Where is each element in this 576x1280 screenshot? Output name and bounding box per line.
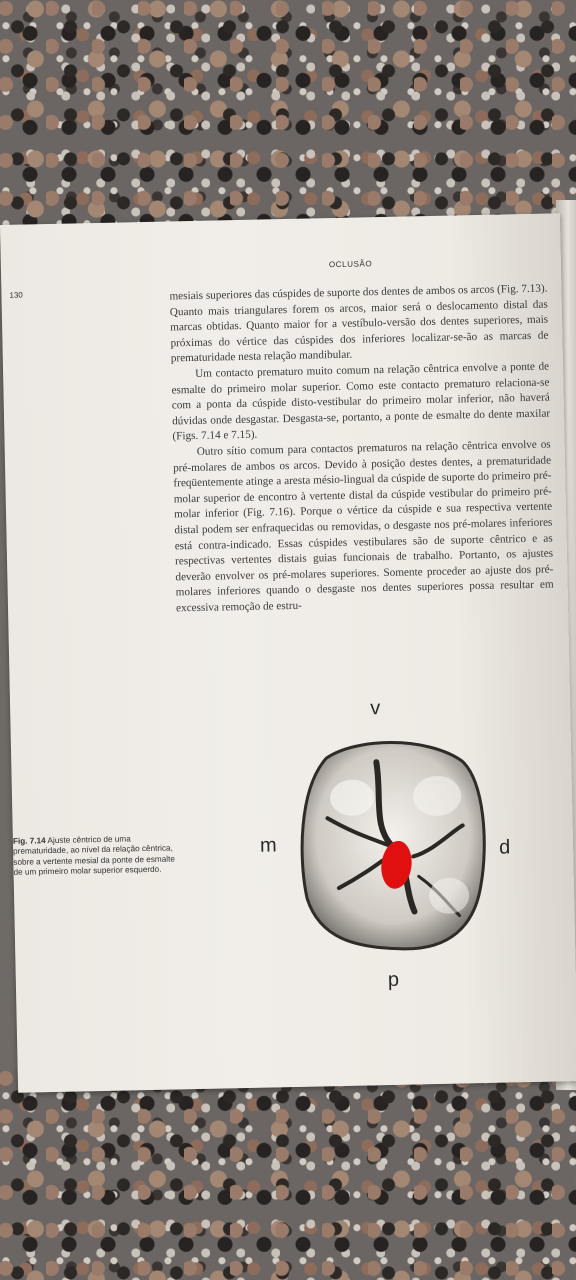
paragraph: Um contacto prematuro muito comum na relação cêntrica envolve a ponte de esmalte do primeiro molar superior. Como este contacto prematuro relaciona-se com a ponta da cúspide disto-vestibular do primeiro molar inferior, não haverá dúvidas onde desgastar. Desgasta-se, portanto, a ponte de esmalte do dente maxilar (Figs. 7.14 e 7.15). <box>171 360 551 443</box>
figure-caption <box>13 833 186 878</box>
label-distal: d <box>498 836 511 859</box>
running-head: OCLUSÃO <box>328 259 373 270</box>
granite-background-bottom <box>0 1070 576 1280</box>
book-page <box>0 213 576 1093</box>
figure-caption-text: Ajuste cêntrico de uma prematuridade, ao nível da relação cêntrica, sobre a vertente mesial da ponte de esmalte de um primeiro molar superior esquerdo. <box>13 834 175 878</box>
page-number: 130 <box>9 290 23 300</box>
figure-caption-label: Fig. 7.14 <box>12 836 46 846</box>
label-mesial: m <box>259 834 277 857</box>
molar-occlusal-illustration <box>296 735 491 959</box>
label-vestibular: v <box>369 697 381 720</box>
paragraph: mesiais superiores das cúspides de suporte dos dentes de ambos os arcos (Fig. 7.13). Quanto mais triangulares forem os arcos, maior será o deslocamento distal das marcas obtidas. Quanto maior for a vestíbulo-versão dos dentes superiores, mais próximas do vértice das cúspides dos inferiores localizar-se-ão as marcas de prematuridade nesta relação mandibular. <box>169 282 549 365</box>
paragraph: Outro sítio comum para contactos prematuros na relação cêntrica envolve os pré-molares de ambos os arcos. Devido à posição destes dentes, a prematuridade freqüentemente atinge a aresta mésio-lingual da cúspide de suporte do primeiro pré-molar superior de encontro à vertente distal da cúspide vestibular do primeiro pré-molar inferior (Fig. 7.16). Porque o vértice da cúspide e sua respectiva vertente distal podem ser enfraquecidas ou removidas, o desgaste nos pré-molares inferiores está contra-indicado. Essas cúspides vestibulares são de suporte cêntrico e as respectivas vertentes distais guias funcionais de trabalho. Portanto, os ajustes deverão envolver os pré-molares superiores. Somente proceder ao ajuste dos pré-molares inferiores quando o desgaste nos dentes superiores possa resultar em excessiva remoção de estru- <box>173 438 554 615</box>
label-palatal: p <box>387 968 400 992</box>
body-text <box>169 282 554 617</box>
